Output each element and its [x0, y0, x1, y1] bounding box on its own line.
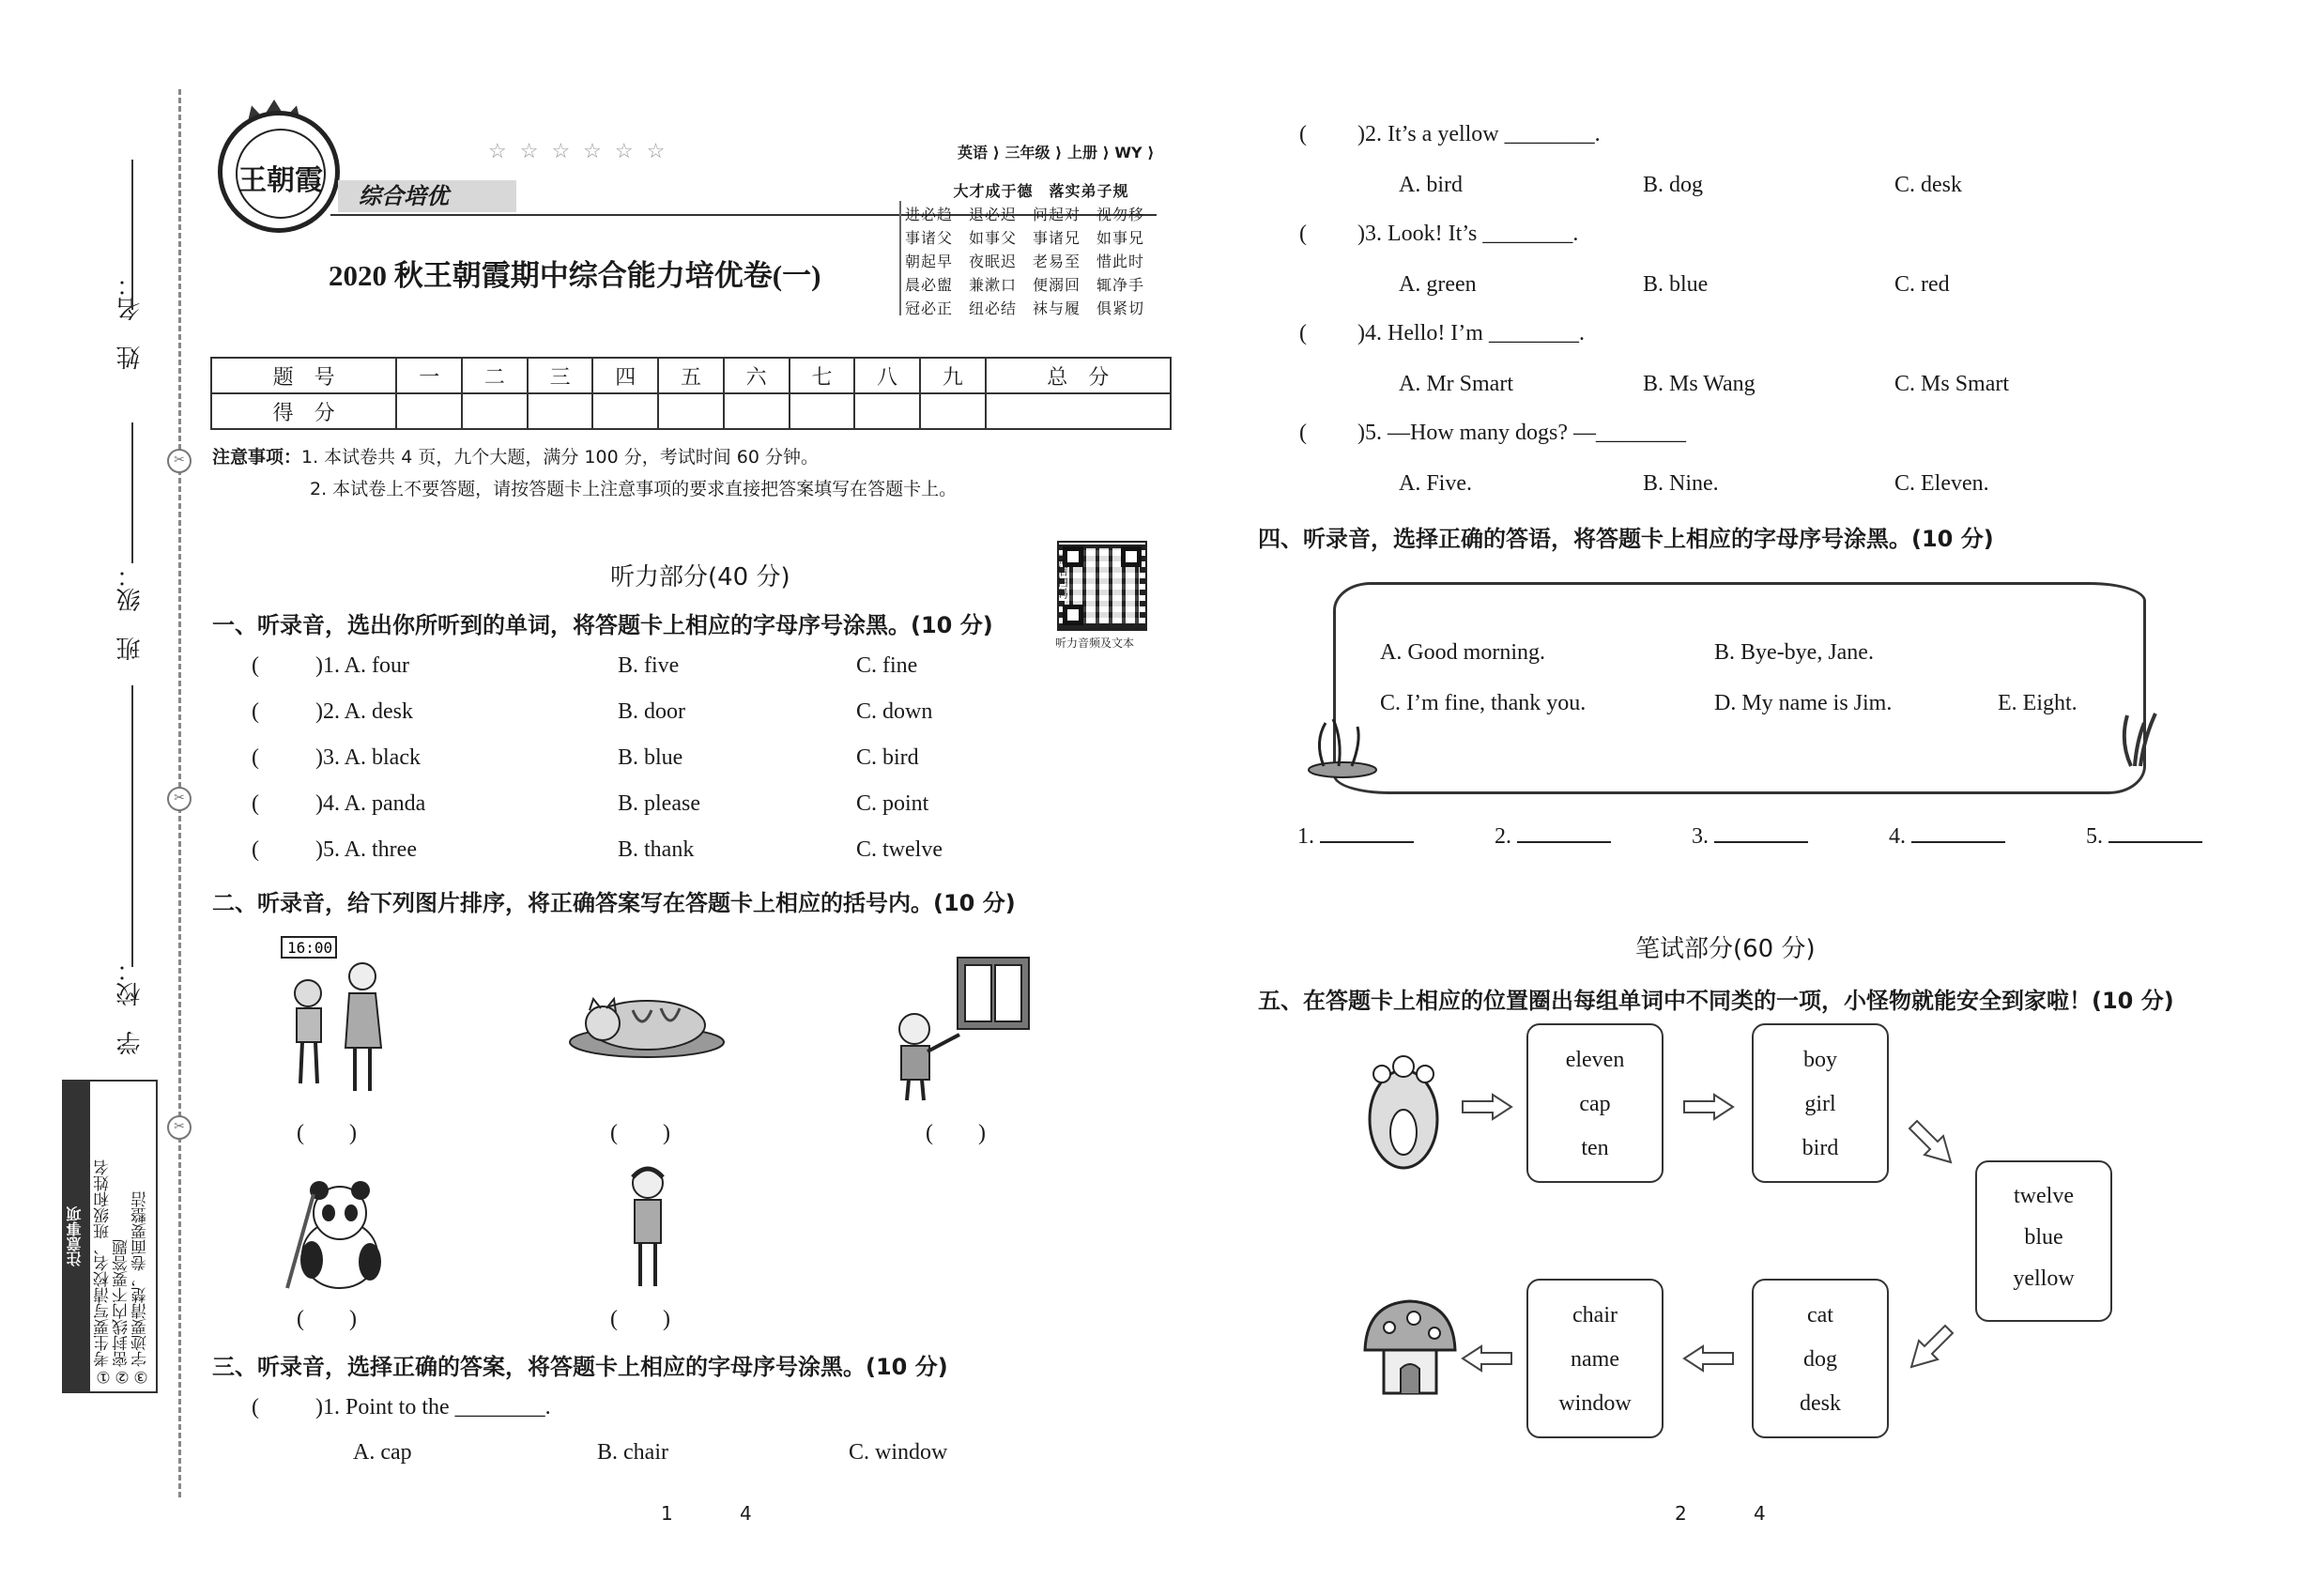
answer-paren[interactable]: (	[1299, 321, 1307, 345]
s1-opt-b: B. blue	[618, 745, 683, 770]
answer-paren[interactable]: (	[1299, 421, 1307, 445]
paper-title: 2020 秋王朝霞期中综合能力培优卷(一)	[329, 259, 821, 292]
score-header-cell: 二	[462, 358, 528, 393]
word[interactable]: cat	[1807, 1303, 1833, 1327]
section-4-title: 四、听录音，选择正确的答语，将答题卡上相应的字母序号涂黑。(10 分)	[1258, 526, 1994, 552]
s3-q4-opt-b: B. Ms Wang	[1643, 372, 1756, 396]
mushroom-house-icon	[1357, 1290, 1461, 1403]
order-paren[interactable]: ( )	[297, 1307, 357, 1331]
order-paren[interactable]: ( )	[610, 1121, 670, 1145]
section-5-title: 五、在答题卡上相应的位置圈出每组单词中不同类的一项，小怪物就能安全到家啦！(10 分)	[1258, 988, 2174, 1014]
s3-q3-opt-c: C. red	[1894, 272, 1950, 297]
word[interactable]: chair	[1572, 1303, 1618, 1327]
brand-logo	[218, 111, 340, 233]
word[interactable]: bird	[1802, 1136, 1839, 1160]
s4-blank-4[interactable]	[1889, 824, 2005, 850]
s1-item-5: )5. A. three	[315, 837, 417, 862]
right-arrow-icon	[1461, 1093, 1513, 1121]
couplet-row: 朝起早 夜眠迟 老易至 惜此时	[905, 254, 1145, 270]
note-item: ③字迹要清楚，卷面要整洁	[131, 1191, 150, 1386]
picture-boy-window	[886, 954, 1036, 1104]
s4-opt-b: B. Bye-bye, Jane.	[1714, 640, 1874, 665]
word-group-1[interactable]	[1526, 1023, 1664, 1183]
score-cell[interactable]	[854, 393, 920, 429]
subject-bar: 英语 ⟩ 三年级 ⟩ 上册 ⟩ WY ⟩	[958, 144, 1155, 161]
score-header-cell: 四	[592, 358, 658, 393]
answer-paren[interactable]: (	[252, 1395, 259, 1420]
word-group-5[interactable]	[1526, 1279, 1664, 1438]
word[interactable]: dog	[1803, 1347, 1837, 1372]
down-left-arrow-icon	[1908, 1322, 1956, 1371]
staple-icon: ✂	[167, 449, 192, 473]
couplet-row: 冠必正 纽必结 袜与履 俱紧切	[905, 301, 1145, 317]
staple-icon: ✂	[167, 787, 192, 811]
score-cell[interactable]	[528, 393, 593, 429]
school-label: 学 校：	[116, 958, 145, 1055]
notes-head: 注意事项	[64, 1082, 90, 1391]
word[interactable]: yellow	[2013, 1266, 2075, 1291]
qr-side-text: 微信扫码	[1055, 554, 1068, 599]
notice-line-2: 2. 本试卷上不要答题，请按答题卡上注意事项的要求直接把答案填写在答题卡上。	[310, 479, 958, 499]
s4-opt-c: C. I’m fine, thank you.	[1380, 691, 1587, 715]
picture-boy-and-woman	[272, 935, 404, 1104]
school-write-line[interactable]	[131, 685, 133, 967]
word-group-4[interactable]	[1752, 1279, 1889, 1438]
s1-item-4: )4. A. panda	[315, 791, 426, 816]
seaweed-icon	[2103, 704, 2178, 770]
s3-q3: )3. Look! It’s ________.	[1357, 222, 1579, 246]
s3-q1-opt-b: B. chair	[597, 1440, 668, 1465]
s1-item-1: )1. A. four	[315, 653, 409, 678]
couplet-row: 晨必盥 兼漱口 便溺回 辄净手	[905, 278, 1145, 294]
logo-text: 王朝霞	[238, 165, 323, 196]
order-paren[interactable]: ( )	[297, 1121, 357, 1145]
s4-blank-1[interactable]	[1297, 824, 1414, 850]
word[interactable]: desk	[1800, 1391, 1841, 1416]
answer-paren[interactable]: (	[1299, 122, 1307, 146]
couplet-rule	[899, 201, 901, 315]
score-cell[interactable]	[790, 393, 855, 429]
s1-opt-b: B. door	[618, 699, 685, 724]
score-cell[interactable]	[920, 393, 986, 429]
s4-opt-e: E. Eight.	[1998, 691, 2078, 715]
note-item: ①考生要写清校名、班级和姓名	[94, 1159, 113, 1386]
answer-paren[interactable]: (	[252, 653, 259, 678]
word[interactable]: window	[1558, 1391, 1632, 1416]
s3-q5-opt-a: A. Five.	[1399, 471, 1472, 496]
writing-part-title: 笔试部分(60 分)	[1635, 935, 1816, 963]
blank-number: 1.	[1297, 824, 1314, 849]
score-cell[interactable]	[592, 393, 658, 429]
answer-paren[interactable]: (	[252, 745, 259, 770]
picture-panda	[276, 1175, 398, 1297]
score-row-label: 得 分	[211, 393, 396, 429]
grade: 三年级	[1004, 144, 1050, 161]
s1-item-2: )2. A. desk	[315, 699, 413, 724]
s1-opt-c: C. down	[856, 699, 933, 724]
s3-q1-opt-c: C. window	[849, 1440, 948, 1465]
qr-code[interactable]	[1057, 541, 1147, 631]
picture-girl	[610, 1160, 685, 1292]
s3-q2-opt-b: B. dog	[1643, 173, 1704, 197]
word-group-2[interactable]	[1752, 1023, 1889, 1183]
left-page-total: 4	[740, 1502, 752, 1525]
score-header-row	[211, 358, 1171, 393]
score-header-cell: 题 号	[211, 358, 396, 393]
word[interactable]: blue	[2024, 1225, 2063, 1250]
couplet-block	[905, 180, 1177, 321]
word[interactable]: name	[1571, 1347, 1619, 1372]
score-header-cell: 总 分	[986, 358, 1171, 393]
score-header-cell: 八	[854, 358, 920, 393]
difficulty-stars: ☆☆☆☆☆☆	[488, 139, 679, 162]
score-header-cell: 九	[920, 358, 986, 393]
down-right-arrow-icon	[1906, 1117, 1955, 1166]
score-header-cell: 六	[724, 358, 790, 393]
s3-q2-opt-c: C. desk	[1894, 173, 1962, 197]
right-page-total: 4	[1754, 1502, 1766, 1525]
s3-q1-opt-a: A. cap	[353, 1440, 412, 1465]
score-cell[interactable]	[462, 393, 528, 429]
s1-opt-b: B. five	[618, 653, 680, 678]
s3-q2: )2. It’s a yellow ________.	[1357, 122, 1601, 146]
right-page-number: 2	[1675, 1502, 1687, 1525]
couplet-top: 大才成于德 落实弟子规	[953, 184, 1129, 200]
notice-text: 1. 本试卷共 4 页，九个大题，满分 100 分，考试时间 60 分钟。	[301, 447, 819, 468]
notes-body	[94, 1087, 152, 1386]
answer-paren[interactable]: (	[252, 837, 259, 862]
left-arrow-icon	[1682, 1344, 1735, 1373]
margin-notes-box	[62, 1080, 158, 1393]
couplet-row: 事诸父 如事父 事诸兄 如事兄	[905, 231, 1145, 247]
word[interactable]: boy	[1803, 1048, 1837, 1072]
score-cell[interactable]	[724, 393, 790, 429]
score-cell[interactable]	[658, 393, 724, 429]
brand-band: 综合培优	[338, 180, 516, 212]
note-item: ②密封线内不要答题	[113, 1239, 131, 1386]
notice-line-1	[212, 443, 819, 468]
answer-paren[interactable]: (	[1299, 222, 1307, 246]
blank-number: 5.	[2086, 824, 2103, 849]
answer-paren[interactable]: (	[252, 791, 259, 816]
order-paren[interactable]: ( )	[926, 1121, 986, 1145]
s1-opt-c: C. bird	[856, 745, 919, 770]
clock-time: 16:00	[287, 939, 333, 957]
score-cell[interactable]	[986, 393, 1171, 429]
left-arrow-icon	[1461, 1344, 1513, 1373]
score-cell[interactable]	[396, 393, 462, 429]
monster-icon	[1361, 1051, 1446, 1174]
s4-blank-3[interactable]	[1692, 824, 1808, 850]
staple-icon: ✂	[167, 1115, 192, 1140]
section-1-title: 一、听录音，选出你所听到的单词，将答题卡上相应的字母序号涂黑。(10 分)	[212, 612, 993, 638]
s4-opt-d: D. My name is Jim.	[1714, 691, 1893, 715]
answer-options-scroll	[1333, 582, 2146, 794]
name-label: 姓 名：	[116, 272, 145, 370]
left-page-number: 1	[661, 1502, 673, 1525]
s1-opt-b: B. thank	[618, 837, 695, 862]
s3-q5: )5. —How many dogs? —________	[1357, 421, 1686, 445]
picture-sleeping-cat	[567, 976, 727, 1061]
s3-q5-opt-c: C. Eleven.	[1894, 471, 1989, 496]
volume: 上册	[1066, 144, 1097, 161]
s1-opt-c: C. point	[856, 791, 929, 816]
s4-blank-2[interactable]	[1495, 824, 1611, 850]
score-header-cell: 一	[396, 358, 462, 393]
s3-q4-opt-a: A. Mr Smart	[1399, 372, 1513, 396]
s3-q3-opt-b: B. blue	[1643, 272, 1709, 297]
s3-q4: )4. Hello! I’m ________.	[1357, 321, 1585, 345]
s4-blank-5[interactable]	[2086, 824, 2202, 850]
notice-label: 注意事项：	[212, 447, 302, 468]
class-label: 班 级：	[116, 563, 145, 661]
blank-number: 2.	[1495, 824, 1511, 849]
s1-opt-c: C. fine	[856, 653, 918, 678]
order-paren[interactable]: ( )	[610, 1307, 670, 1331]
score-header-cell: 七	[790, 358, 855, 393]
word[interactable]: girl	[1804, 1092, 1836, 1116]
listening-part-title: 听力部分(40 分)	[610, 563, 790, 591]
score-row	[211, 393, 1171, 429]
word[interactable]: eleven	[1565, 1048, 1625, 1072]
s3-q1: )1. Point to the ________.	[315, 1395, 551, 1420]
word[interactable]: ten	[1581, 1136, 1609, 1160]
section-2-title: 二、听录音，给下列图片排序，将正确答案写在答题卡上相应的括号内。(10 分)	[212, 890, 1016, 916]
name-write-line[interactable]	[131, 160, 133, 310]
s3-q4-opt-c: C. Ms Smart	[1894, 372, 2010, 396]
edition: WY	[1114, 144, 1142, 161]
blank-number: 3.	[1692, 824, 1709, 849]
section-3-title: 三、听录音，选择正确的答案，将答题卡上相应的字母序号涂黑。(10 分)	[212, 1354, 948, 1380]
s3-q2-opt-a: A. bird	[1399, 173, 1463, 197]
subject: 英语	[958, 144, 989, 161]
word[interactable]: cap	[1579, 1092, 1611, 1116]
s1-item-3: )3. A. black	[315, 745, 421, 770]
seaweed-icon	[1305, 714, 1380, 779]
score-header-cell: 三	[528, 358, 593, 393]
right-arrow-icon	[1682, 1093, 1735, 1121]
s1-opt-b: B. please	[618, 791, 700, 816]
word-group-3[interactable]	[1975, 1160, 2112, 1322]
s3-q5-opt-b: B. Nine.	[1643, 471, 1719, 496]
s3-q3-opt-a: A. green	[1399, 272, 1477, 297]
score-table	[210, 357, 1172, 430]
score-header-cell: 五	[658, 358, 724, 393]
s4-opt-a: A. Good morning.	[1380, 640, 1545, 665]
class-write-line[interactable]	[131, 422, 133, 563]
qr-caption: 听力音频及文本	[1055, 637, 1135, 650]
couplet-row: 进必趋 退必迟 问起对 视勿移	[905, 207, 1145, 223]
answer-paren[interactable]: (	[252, 699, 259, 724]
word[interactable]: twelve	[2014, 1184, 2074, 1208]
blank-number: 4.	[1889, 824, 1906, 849]
s1-opt-c: C. twelve	[856, 837, 943, 862]
